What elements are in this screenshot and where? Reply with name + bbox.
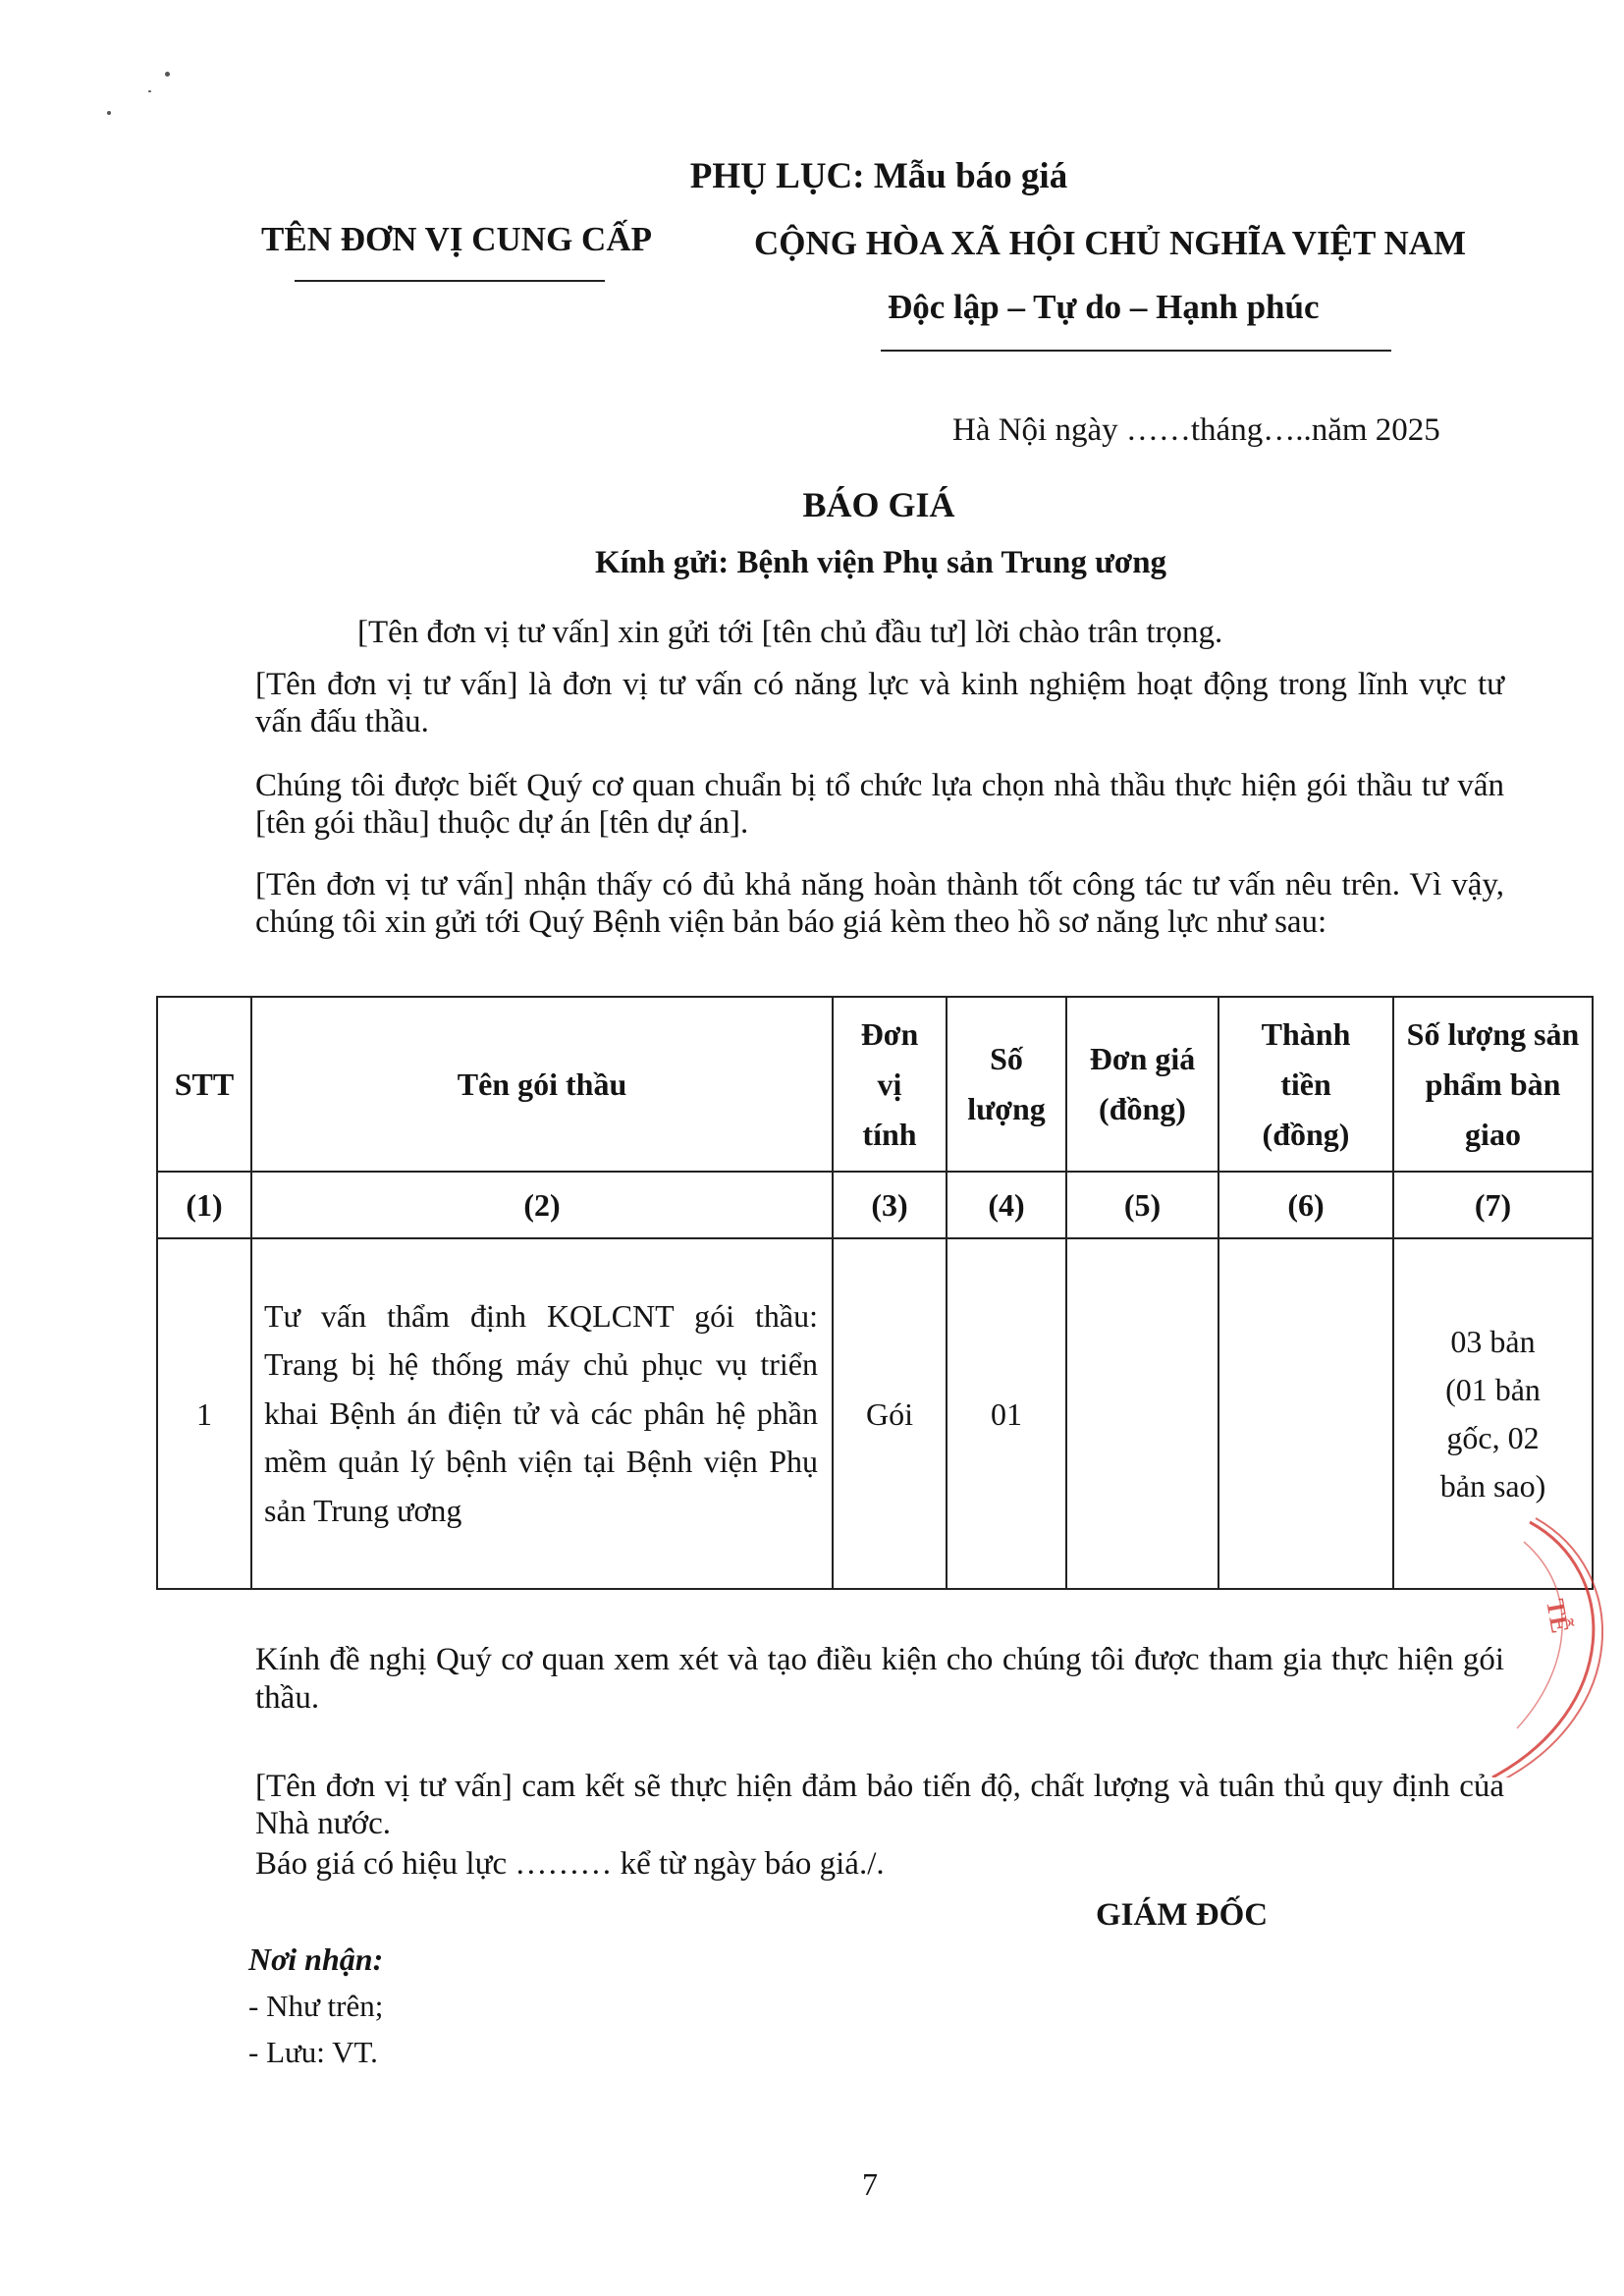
scan-speck [107,111,111,115]
header-amount: Thành tiền (đồng) [1218,997,1393,1172]
organization-underline [295,280,605,282]
recipient-line: Kính gửi: Bệnh viện Phụ sản Trung ương [594,545,1167,580]
national-title: CỘNG HÒA XÃ HỘI CHỦ NGHĨA VIỆT NAM [754,224,1467,262]
index-cell: (1) [157,1172,251,1238]
cell-unit: Gói [833,1238,947,1589]
awareness-paragraph: Chúng tôi được biết Quý cơ quan chuẩn bị tổ chức lựa chọn nhà thầu thực hiện gói thầu tư vấn [tên gói thầu] thuộc dự án [tên dự án]. [255,768,1504,841]
scan-speck [148,90,151,92]
header-quantity: Số lượng [947,997,1066,1172]
index-cell: (7) [1393,1172,1593,1238]
index-cell: (6) [1218,1172,1393,1238]
organization-name: TÊN ĐƠN VỊ CUNG CẤP [261,220,652,258]
cell-package-name: Tư vấn thẩm định KQLCNT gói thầu: Trang bị hệ thống máy chủ phục vụ triển khai Bệnh án điện tử và các phân hệ phần mềm quản lý bệnh viện tại Bệnh viện Phụ sản Trung ương [251,1238,833,1589]
header-deliverables: Số lượng sản phẩm bàn giao [1393,997,1593,1172]
request-paragraph: Kính đề nghị Quý cơ quan xem xét và tạo điều kiện cho chúng tôi được tham gia thực hiện gói thầu. [255,1642,1504,1716]
recipient-item: - Như trên; [248,1989,384,2023]
cell-unit-price [1066,1238,1218,1589]
recipient-item: - Lưu: VT. [248,2035,378,2069]
header-stt: STT [157,997,251,1172]
cell-quantity: 01 [947,1238,1066,1589]
validity-line: Báo giá có hiệu lực ……… kể từ ngày báo giá./. [255,1846,885,1882]
national-motto: Độc lập – Tự do – Hạnh phúc [888,288,1320,326]
motto-underline [881,350,1391,352]
cell-deliverables: 03 bản (01 bản gốc, 02 bản sao) [1393,1238,1593,1589]
page-number: 7 [862,2166,878,2202]
quotation-table [156,996,1594,1590]
stamp-partial-text: TỄ [1541,1597,1575,1636]
index-cell: (5) [1066,1172,1218,1238]
header-unit: Đơn vị tính [833,997,947,1172]
index-cell: (2) [251,1172,833,1238]
appendix-title: PHỤ LỤC: Mẫu báo giá [689,156,1068,196]
document-title: BÁO GIÁ [802,485,955,524]
index-cell: (3) [833,1172,947,1238]
recipients-label: Nơi nhận: [248,1941,384,1977]
cell-amount [1218,1238,1393,1589]
header-package-name: Tên gói thầu [251,997,833,1172]
signer-title: GIÁM ĐỐC [1096,1897,1269,1933]
table-row [157,1238,1593,1589]
table-index-row [157,1172,1593,1238]
scan-speck [165,72,170,77]
header-unit-price: Đơn giá (đồng) [1066,997,1218,1172]
greeting-line: [Tên đơn vị tư vấn] xin gửi tới [tên chủ đầu tư] lời chào trân trọng. [357,615,1223,650]
capability-paragraph: [Tên đơn vị tư vấn] nhận thấy có đủ khả năng hoàn thành tốt công tác tư vấn nêu trên. Vì vậy, chúng tôi xin gửi tới Quý Bệnh viện bản báo giá kèm theo hồ sơ năng lực như sau: [255,867,1504,940]
commitment-paragraph: [Tên đơn vị tư vấn] cam kết sẽ thực hiện đảm bảo tiến độ, chất lượng và tuân thủ quy định của Nhà nước. [255,1769,1504,1841]
index-cell: (4) [947,1172,1066,1238]
date-line: Hà Nội ngày ……tháng…..năm 2025 [952,412,1440,448]
table-header-row [157,997,1593,1172]
cell-stt: 1 [157,1238,251,1589]
intro-paragraph: [Tên đơn vị tư vấn] là đơn vị tư vấn có năng lực và kinh nghiệm hoạt động trong lĩnh vực tư vấn đấu thầu. [255,667,1504,739]
